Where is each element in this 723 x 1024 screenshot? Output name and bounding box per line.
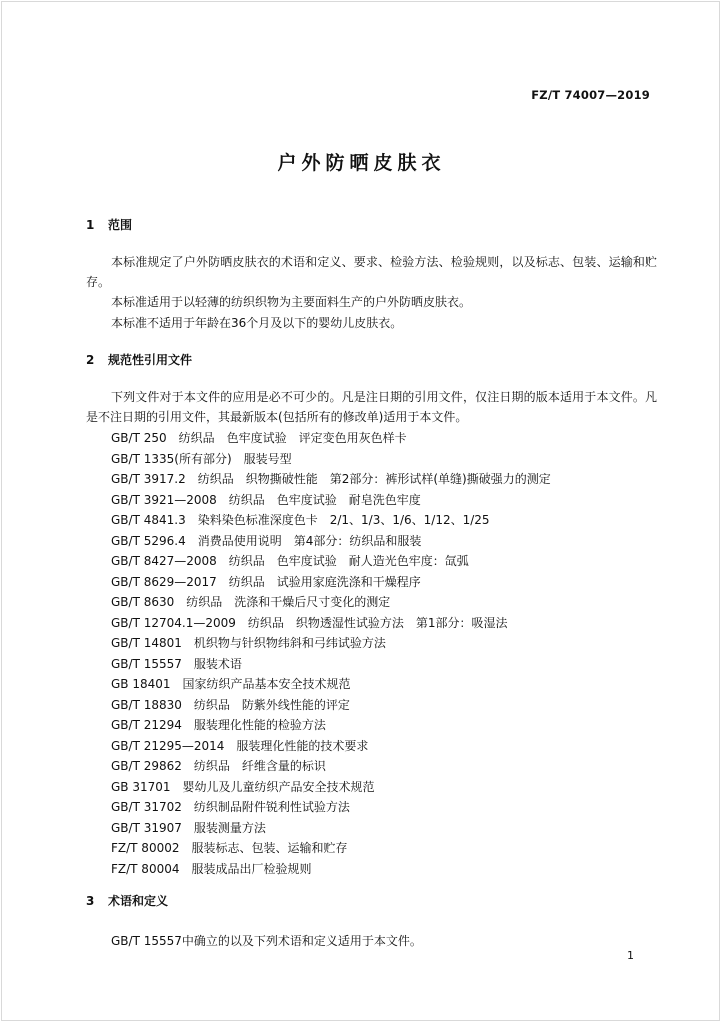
reference-item: GB/T 14801 机织物与针织物纬斜和弓纬试验方法	[111, 636, 386, 650]
reference-item: GB/T 5296.4 消费品使用说明 第4部分：纺织品和服装	[111, 533, 422, 548]
section-1-heading	[86, 216, 132, 233]
reference-item: GB/T 31702 纺织制品附件锐利性试验方法	[111, 800, 350, 814]
section-title: 规范性引用文件	[108, 353, 193, 367]
reference-item: GB/T 29862 纺织品 纤维含量的标识	[111, 759, 326, 773]
reference-item: GB/T 12704.1—2009 纺织品 织物透湿性试验方法 第1部分：吸湿法	[111, 615, 508, 630]
reference-item: GB/T 31907 服装测量方法	[111, 820, 266, 835]
reference-item: GB/T 250 纺织品 色牢度试验 评定变色用灰色样卡	[111, 431, 407, 445]
reference-item: GB/T 8630 纺织品 洗涤和干燥后尺寸变化的测定	[111, 595, 391, 609]
terms-intro: GB/T 15557中确立的以及下列术语和定义适用于本文件。	[111, 934, 422, 948]
reference-item: GB 31701 婴幼儿及儿童纺织产品安全技术规范	[111, 779, 375, 794]
scope-paragraph: 本标准适用于以轻薄的纺织织物为主要面料生产的户外防晒皮肤衣。	[111, 295, 472, 309]
reference-list	[111, 428, 551, 879]
reference-item: GB/T 15557 服装术语	[111, 656, 242, 671]
section-title: 术语和定义	[108, 894, 169, 908]
references-intro: 下列文件对于本文件的应用是必不可少的。凡是注日期的引用文件，仅注日期的版本适用于本文件。凡是不注日期的引用文件，其最新版本(包括所有的修改单)适用于本文件。	[86, 390, 657, 424]
section-2-heading	[86, 351, 192, 368]
section-title: 范围	[108, 218, 133, 232]
reference-item: GB/T 8427—2008 纺织品 色牢度试验 耐人造光色牢度：氙弧	[111, 554, 469, 568]
section-number: 2	[86, 353, 95, 367]
scope-paragraph: 本标准不适用于年龄在36个月及以下的婴幼儿皮肤衣。	[111, 316, 403, 330]
page-number: 1	[627, 949, 634, 962]
reference-item: FZ/T 80002 服装标志、包装、运输和贮存	[111, 841, 348, 855]
reference-item: GB/T 1335(所有部分) 服装号型	[111, 451, 292, 466]
reference-item: GB/T 4841.3 染料染色标准深度色卡 2/1、1/3、1/6、1/12、1/25	[111, 513, 490, 527]
reference-item: GB/T 18830 纺织品 防紫外线性能的评定	[111, 697, 350, 712]
reference-item: GB/T 21295—2014 服装理化性能的技术要求	[111, 738, 369, 753]
reference-item: FZ/T 80004 服装成品出厂检验规则	[111, 861, 312, 876]
document-title: 户外防晒皮肤衣	[277, 152, 446, 174]
section-number: 1	[86, 218, 95, 232]
standard-code: FZ/T 74007—2019	[531, 88, 650, 102]
reference-item: GB/T 3917.2 纺织品 织物撕破性能 第2部分：裤形试样(单缝)撕破强力的测定	[111, 472, 551, 486]
reference-item: GB/T 3921—2008 纺织品 色牢度试验 耐皂洗色牢度	[111, 492, 421, 507]
reference-item: GB 18401 国家纺织产品基本安全技术规范	[111, 677, 351, 691]
reference-item: GB/T 21294 服装理化性能的检验方法	[111, 718, 326, 732]
section-number: 3	[86, 894, 95, 908]
reference-item: GB/T 8629—2017 纺织品 试验用家庭洗涤和干燥程序	[111, 574, 421, 589]
section-3-heading	[86, 892, 168, 909]
scope-paragraph: 本标准规定了户外防晒皮肤衣的术语和定义、要求、检验方法、检验规则，以及标志、包装、运输和贮存。	[86, 255, 657, 289]
